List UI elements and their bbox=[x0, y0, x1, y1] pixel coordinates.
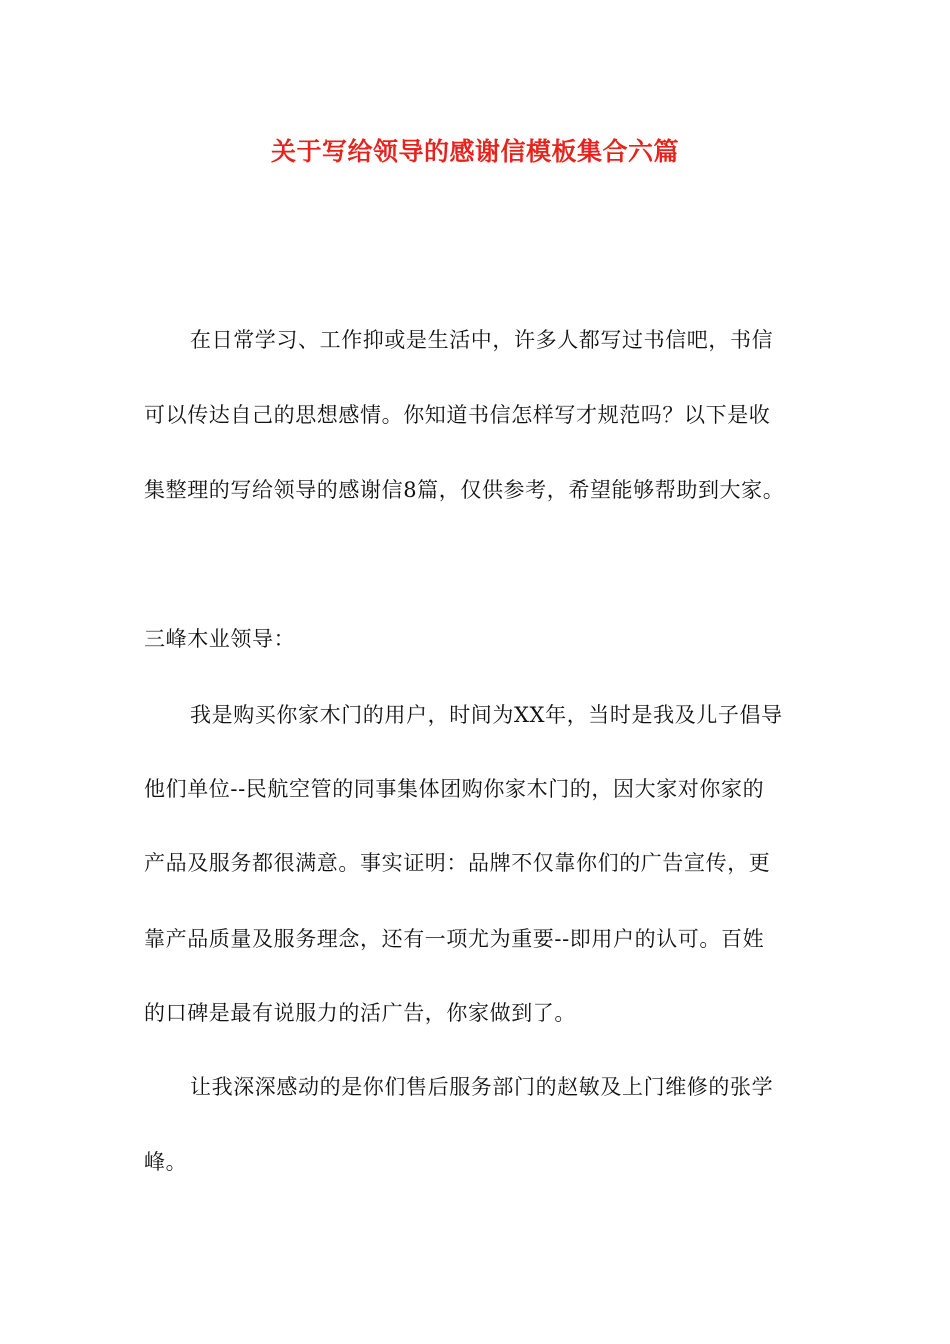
paragraph-line: 让我深深感动的是你们售后服务部门的赵敏及上门维修的张学 bbox=[190, 1075, 774, 1099]
paragraph-line: 集整理的写给领导的感谢信8篇，仅供参考，希望能够帮助到大家。 bbox=[144, 478, 785, 502]
document-title: 关于写给领导的感谢信模板集合六篇 bbox=[270, 137, 679, 166]
paragraph-line: 可以传达自己的思想感情。你知道书信怎样写才规范吗？以下是收 bbox=[144, 403, 771, 427]
paragraph-line: 他们单位--民航空管的同事集体团购你家木门的，因大家对你家的 bbox=[144, 777, 765, 801]
paragraph-line: 在日常学习、工作抑或是生活中，许多人都写过书信吧，书信 bbox=[190, 328, 774, 352]
paragraph-line: 峰。 bbox=[144, 1150, 188, 1174]
paragraph-line: 产品及服务都很满意。事实证明：品牌不仅靠你们的广告宣传，更 bbox=[144, 851, 771, 875]
salutation: 三峰木业领导： bbox=[144, 627, 296, 651]
paragraph-line: 的口碑是最有说服力的活广告，你家做到了。 bbox=[144, 1001, 576, 1025]
paragraph-line: 靠产品质量及服务理念，还有一项尤为重要--即用户的认可。百姓 bbox=[144, 927, 765, 951]
paragraph-line: 我是购买你家木门的用户，时间为XX年，当时是我及儿子倡导 bbox=[190, 703, 783, 727]
